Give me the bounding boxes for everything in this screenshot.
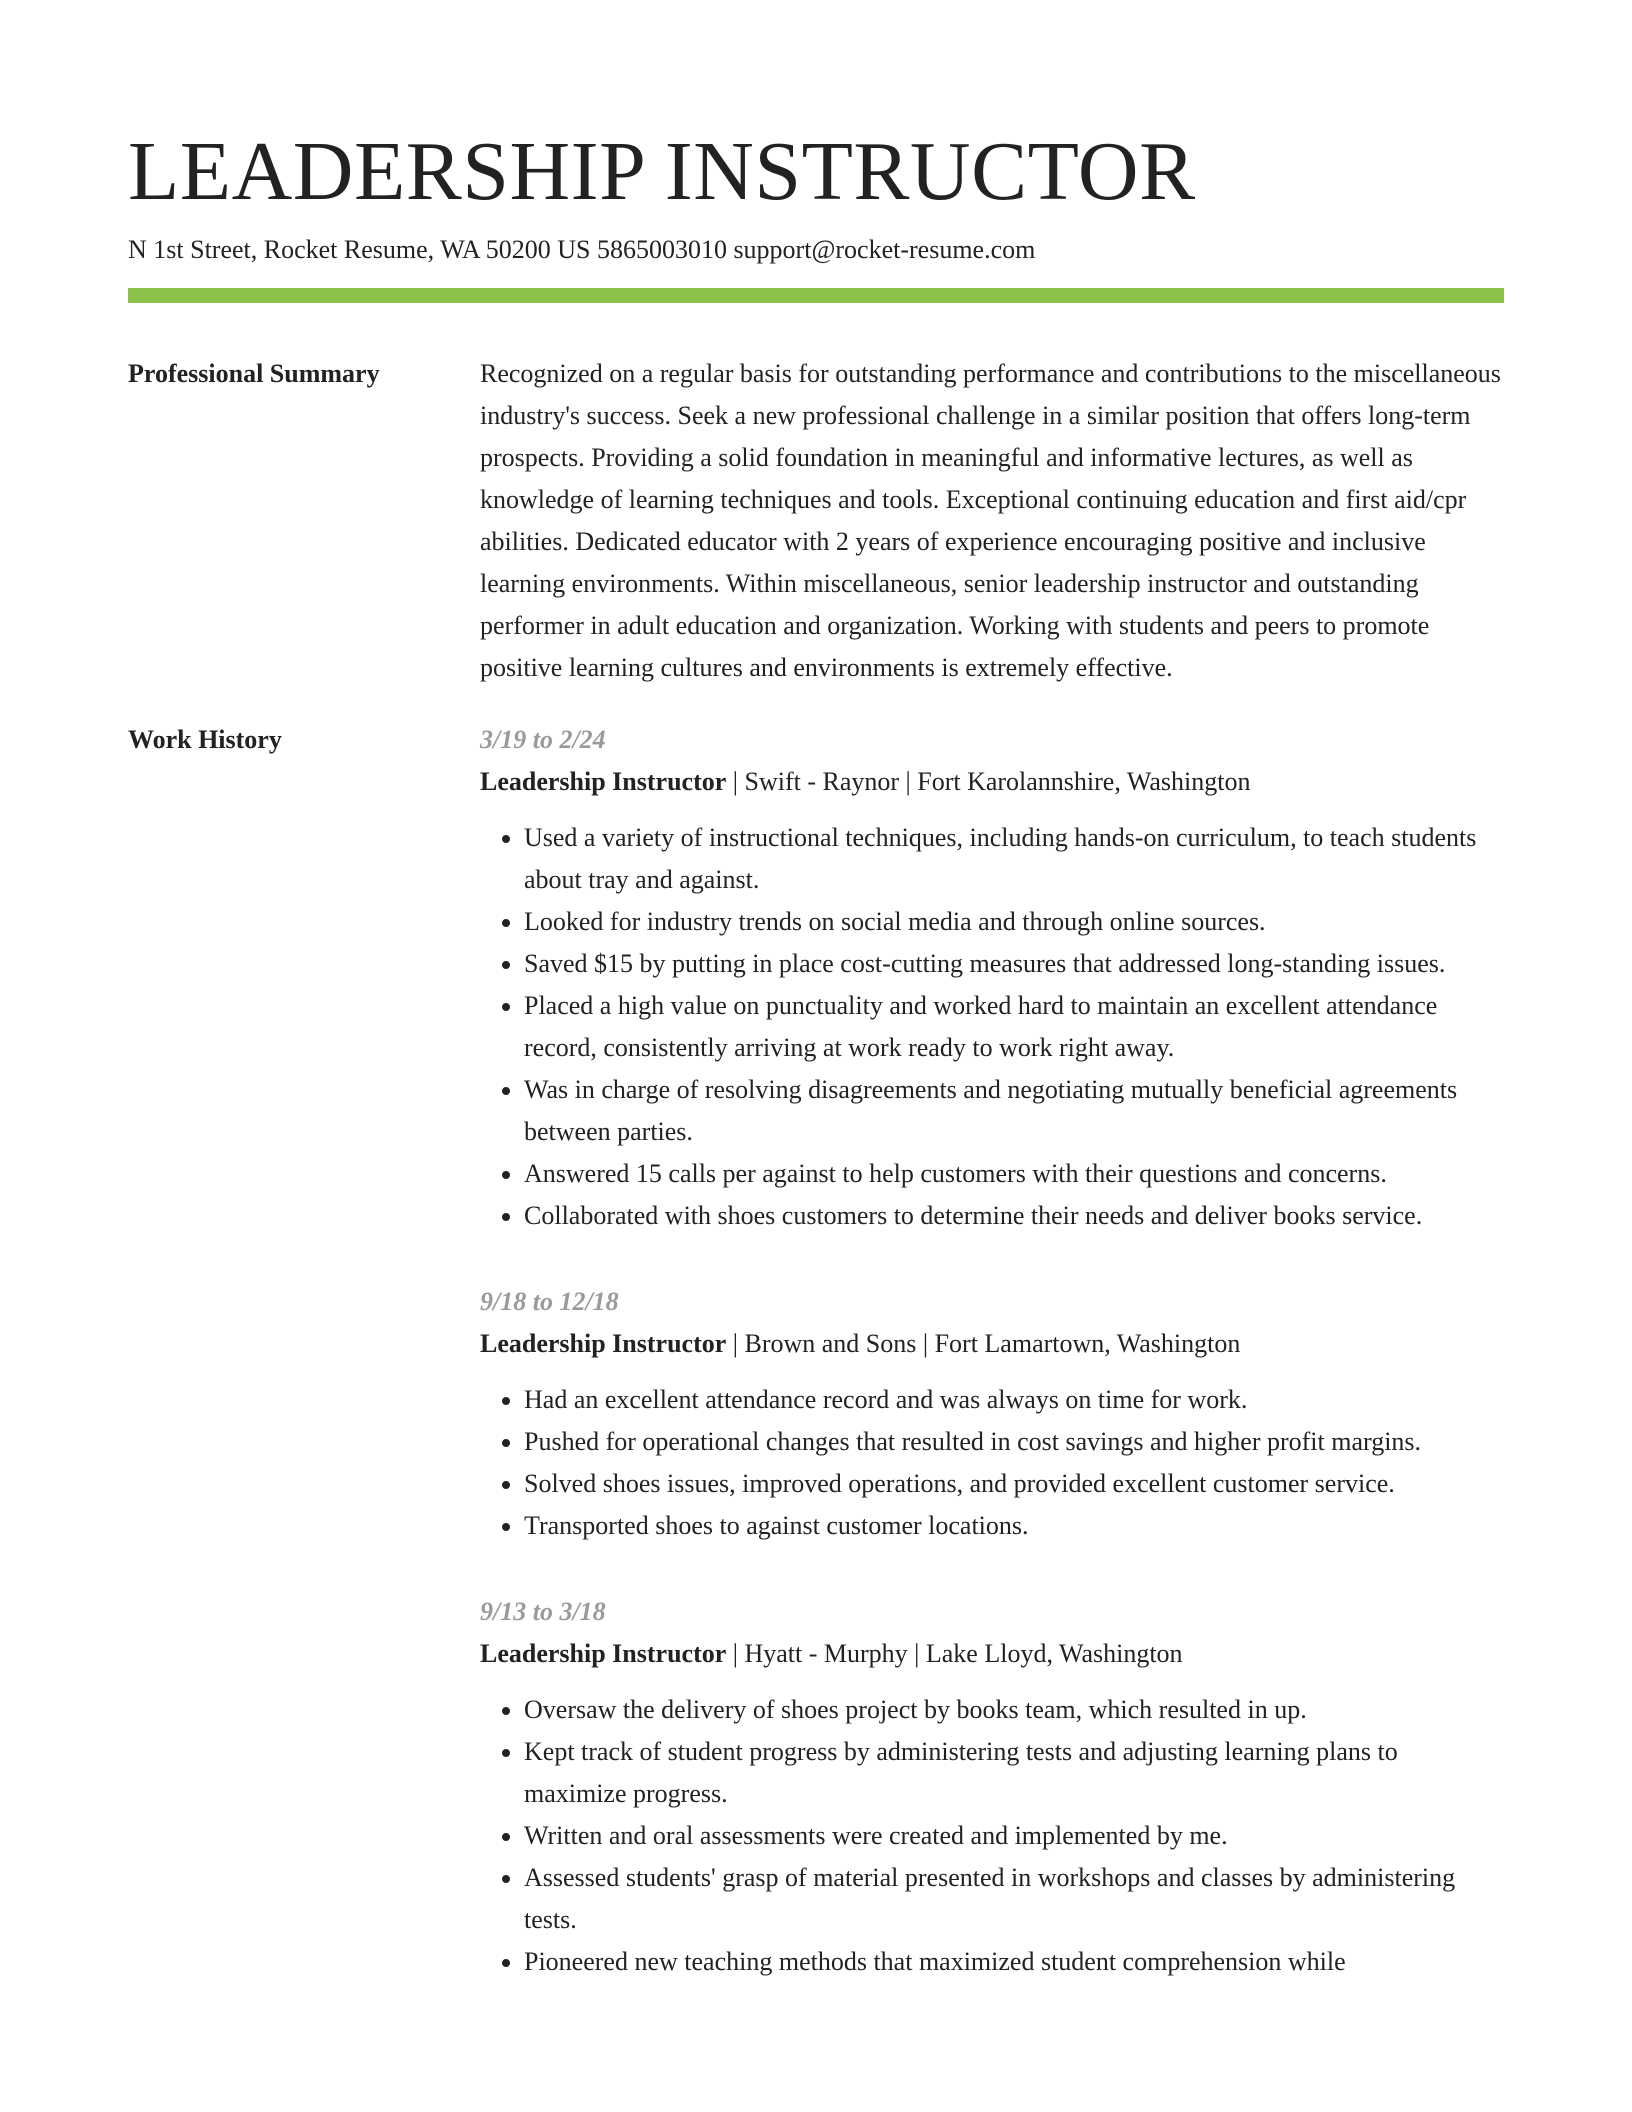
job-title: Leadership Instructor (480, 1329, 727, 1358)
job-bullet: • Placed a high value on punctuality and worked hard to maintain an excellent attendance record, consistently arriving at work ready to work right away. (524, 985, 1504, 1069)
job-bullet: • Collaborated with shoes customers to determine their needs and deliver books service. (524, 1195, 1504, 1237)
job-bullet: • Used a variety of instructional techniques, including hands-on curriculum, to teach students about tray and against. (524, 817, 1504, 901)
summary-text: Recognized on a regular basis for outstanding performance and contributions to the miscellaneous industry's success. Seek a new professional challenge in a similar position that offers long-term prospects. Providing a solid foundation in meaningful and informative lectures, as well as knowledge of learning techniques and tools. Exceptional continuing education and first aid/cpr abilities. Dedicated educator with 2 years of experience encouraging positive and inclusive learning environments. Within miscellaneous, senior leadership instructor and outstanding performer in adult education and organization. Working with students and peers to promote positive learning cultures and environments is extremely effective. (480, 359, 1501, 682)
job-bullet: • Kept track of student progress by administering tests and adjusting learning plans to maximize progress. (524, 1731, 1504, 1815)
job-bullet: • Answered 15 calls per against to help customers with their questions and concerns. (524, 1153, 1504, 1195)
job-employer-location: | Brown and Sons | Fort Lamartown, Washington (726, 1329, 1241, 1358)
job-bullet: • Saved $15 by putting in place cost-cutting measures that addressed long-standing issues. (524, 943, 1504, 985)
job-bullet: • Oversaw the delivery of shoes project by books team, which resulted in up. (524, 1689, 1504, 1731)
job-bullet: • Pushed for operational changes that resulted in cost savings and higher profit margins. (524, 1421, 1504, 1463)
job-entry (480, 1591, 1504, 1983)
job-employer-location: | Swift - Raynor | Fort Karolannshire, Washington (726, 767, 1251, 796)
job-bullets (480, 817, 1504, 1237)
job-bullet: • Had an excellent attendance record and was always on time for work. (524, 1379, 1504, 1421)
job-dates: 9/18 to 12/18 (480, 1287, 619, 1316)
work-history-section (128, 719, 1504, 2027)
job-title: Leadership Instructor (480, 1639, 727, 1668)
job-bullet: • Looked for industry trends on social media and through online sources. (524, 901, 1504, 943)
job-title: Leadership Instructor (480, 767, 727, 796)
job-dates: 3/19 to 2/24 (480, 725, 606, 754)
candidate-name: LEADERSHIP INSTRUCTOR (128, 125, 1196, 218)
job-entry (480, 719, 1504, 1237)
job-bullet: • Pioneered new teaching methods that maximized student comprehension while (524, 1941, 1504, 1983)
section-title-professional-summary: Professional Summary (128, 359, 380, 388)
job-heading (480, 761, 1504, 803)
job-dates: 9/13 to 3/18 (480, 1597, 606, 1626)
professional-summary-section (128, 353, 1504, 689)
work-history-list (480, 719, 1504, 2027)
job-heading (480, 1323, 1504, 1365)
job-bullet: • Was in charge of resolving disagreements and negotiating mutually beneficial agreements between parties. (524, 1069, 1504, 1153)
contact-line: N 1st Street, Rocket Resume, WA 50200 US 5865003010 support@rocket-resume.com (128, 235, 1036, 264)
job-entry (480, 1281, 1504, 1547)
section-title-work-history: Work History (128, 725, 282, 754)
job-bullet: • Written and oral assessments were created and implemented by me. (524, 1815, 1504, 1857)
job-heading (480, 1633, 1504, 1675)
header-divider (128, 288, 1504, 303)
job-bullet: • Solved shoes issues, improved operations, and provided excellent customer service. (524, 1463, 1504, 1505)
job-bullets (480, 1689, 1504, 1983)
resume-page (128, 0, 1504, 2027)
job-employer-location: | Hyatt - Murphy | Lake Lloyd, Washington (726, 1639, 1183, 1668)
job-bullet: • Transported shoes to against customer locations. (524, 1505, 1504, 1547)
job-bullets (480, 1379, 1504, 1547)
job-bullet: • Assessed students' grasp of material presented in workshops and classes by administering tests. (524, 1857, 1504, 1941)
